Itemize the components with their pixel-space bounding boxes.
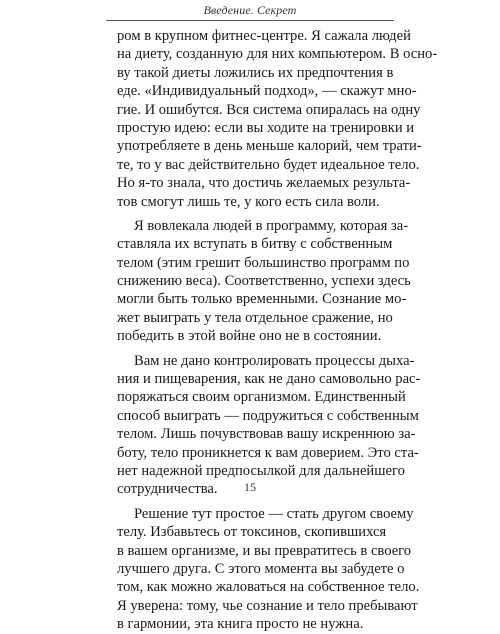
text-line: снижению веса). Соответственно, успехи здесь [117, 273, 411, 290]
text-line: простую идею: если вы ходите на тренировки и [117, 119, 415, 136]
text-line: лучшего друга. С этого момента вы забудете о [117, 560, 405, 577]
text-line: те, то у вас действительно будет идеальное тело. [117, 156, 420, 173]
paragraph-1 [117, 27, 438, 211]
paragraph-3 [117, 352, 421, 499]
text-line: ву такой диеты ложились их предпочтения в [117, 64, 394, 81]
running-head: Введение. Секрет [203, 3, 297, 17]
text-line: способ выиграть — подружиться с собственным [117, 407, 419, 424]
paragraph-2 [117, 217, 411, 346]
text-line: Но я-то знала, что достичь желаемых результа- [117, 175, 411, 192]
text-line: телом. Лишь почувствовав вашу искреннюю за- [117, 426, 416, 443]
text-line: нет надежной предпосылкой для дальнейшего [117, 462, 405, 479]
text-line: на диету, созданную для них компьютером. В осно- [117, 46, 438, 63]
text-line: Я уверена: тому, чье сознание и тело пребывают [117, 597, 418, 614]
text-line: телу. Избавьтесь от токсинов, скопившихся [117, 524, 387, 541]
text-line: Я вовлекала людей в программу, которая за- [134, 217, 409, 234]
text-line: поряжаться своим организмом. Единственный [117, 389, 406, 406]
header-rule [106, 20, 394, 21]
text-line: могли быть только временными. Сознание мо- [117, 291, 407, 308]
text-line: боту, тело проникнется к вам доверием. Это ста- [117, 444, 419, 461]
text-line: в гармонии, эта книга просто не нужна. [117, 616, 364, 633]
text-line: ния и пищеварения, как не дано самовольно рас- [117, 371, 421, 388]
text-line: тов смогут лишь те, у кого есть сила воли. [117, 193, 380, 210]
text-line: ставляла их вступать в битву с собственным [117, 236, 393, 253]
text-line: гие. И ошибутся. Вся система опиралась на одну [117, 101, 421, 118]
text-line: Вам не дано контролировать процессы дыха- [134, 352, 415, 369]
text-line: сотрудничества. [117, 481, 218, 498]
text-line: том, как можно жаловаться на собственное тело. [117, 579, 420, 596]
text-line: Решение тут простое — стать другом своему [134, 505, 414, 522]
page-number: 15 [244, 480, 256, 494]
text-line: телом (этим грешит большинство программ по [117, 254, 410, 271]
text-line: еде. «Индивидуальный подход», — скажут мно- [117, 83, 417, 100]
text-line: употребляете в день меньше калорий, чем трати- [117, 138, 422, 155]
paragraph-4 [117, 505, 420, 634]
text-line: победить в этой войне оно не в состоянии. [117, 328, 382, 345]
text-line: в вашем организме, и вы превратитесь в своего [117, 542, 412, 559]
text-line: ром в крупном фитнес-центре. Я сажала людей [117, 28, 411, 44]
body-text [117, 27, 438, 634]
text-line: жет выиграть у тела отдельное сражение, но [117, 309, 393, 326]
